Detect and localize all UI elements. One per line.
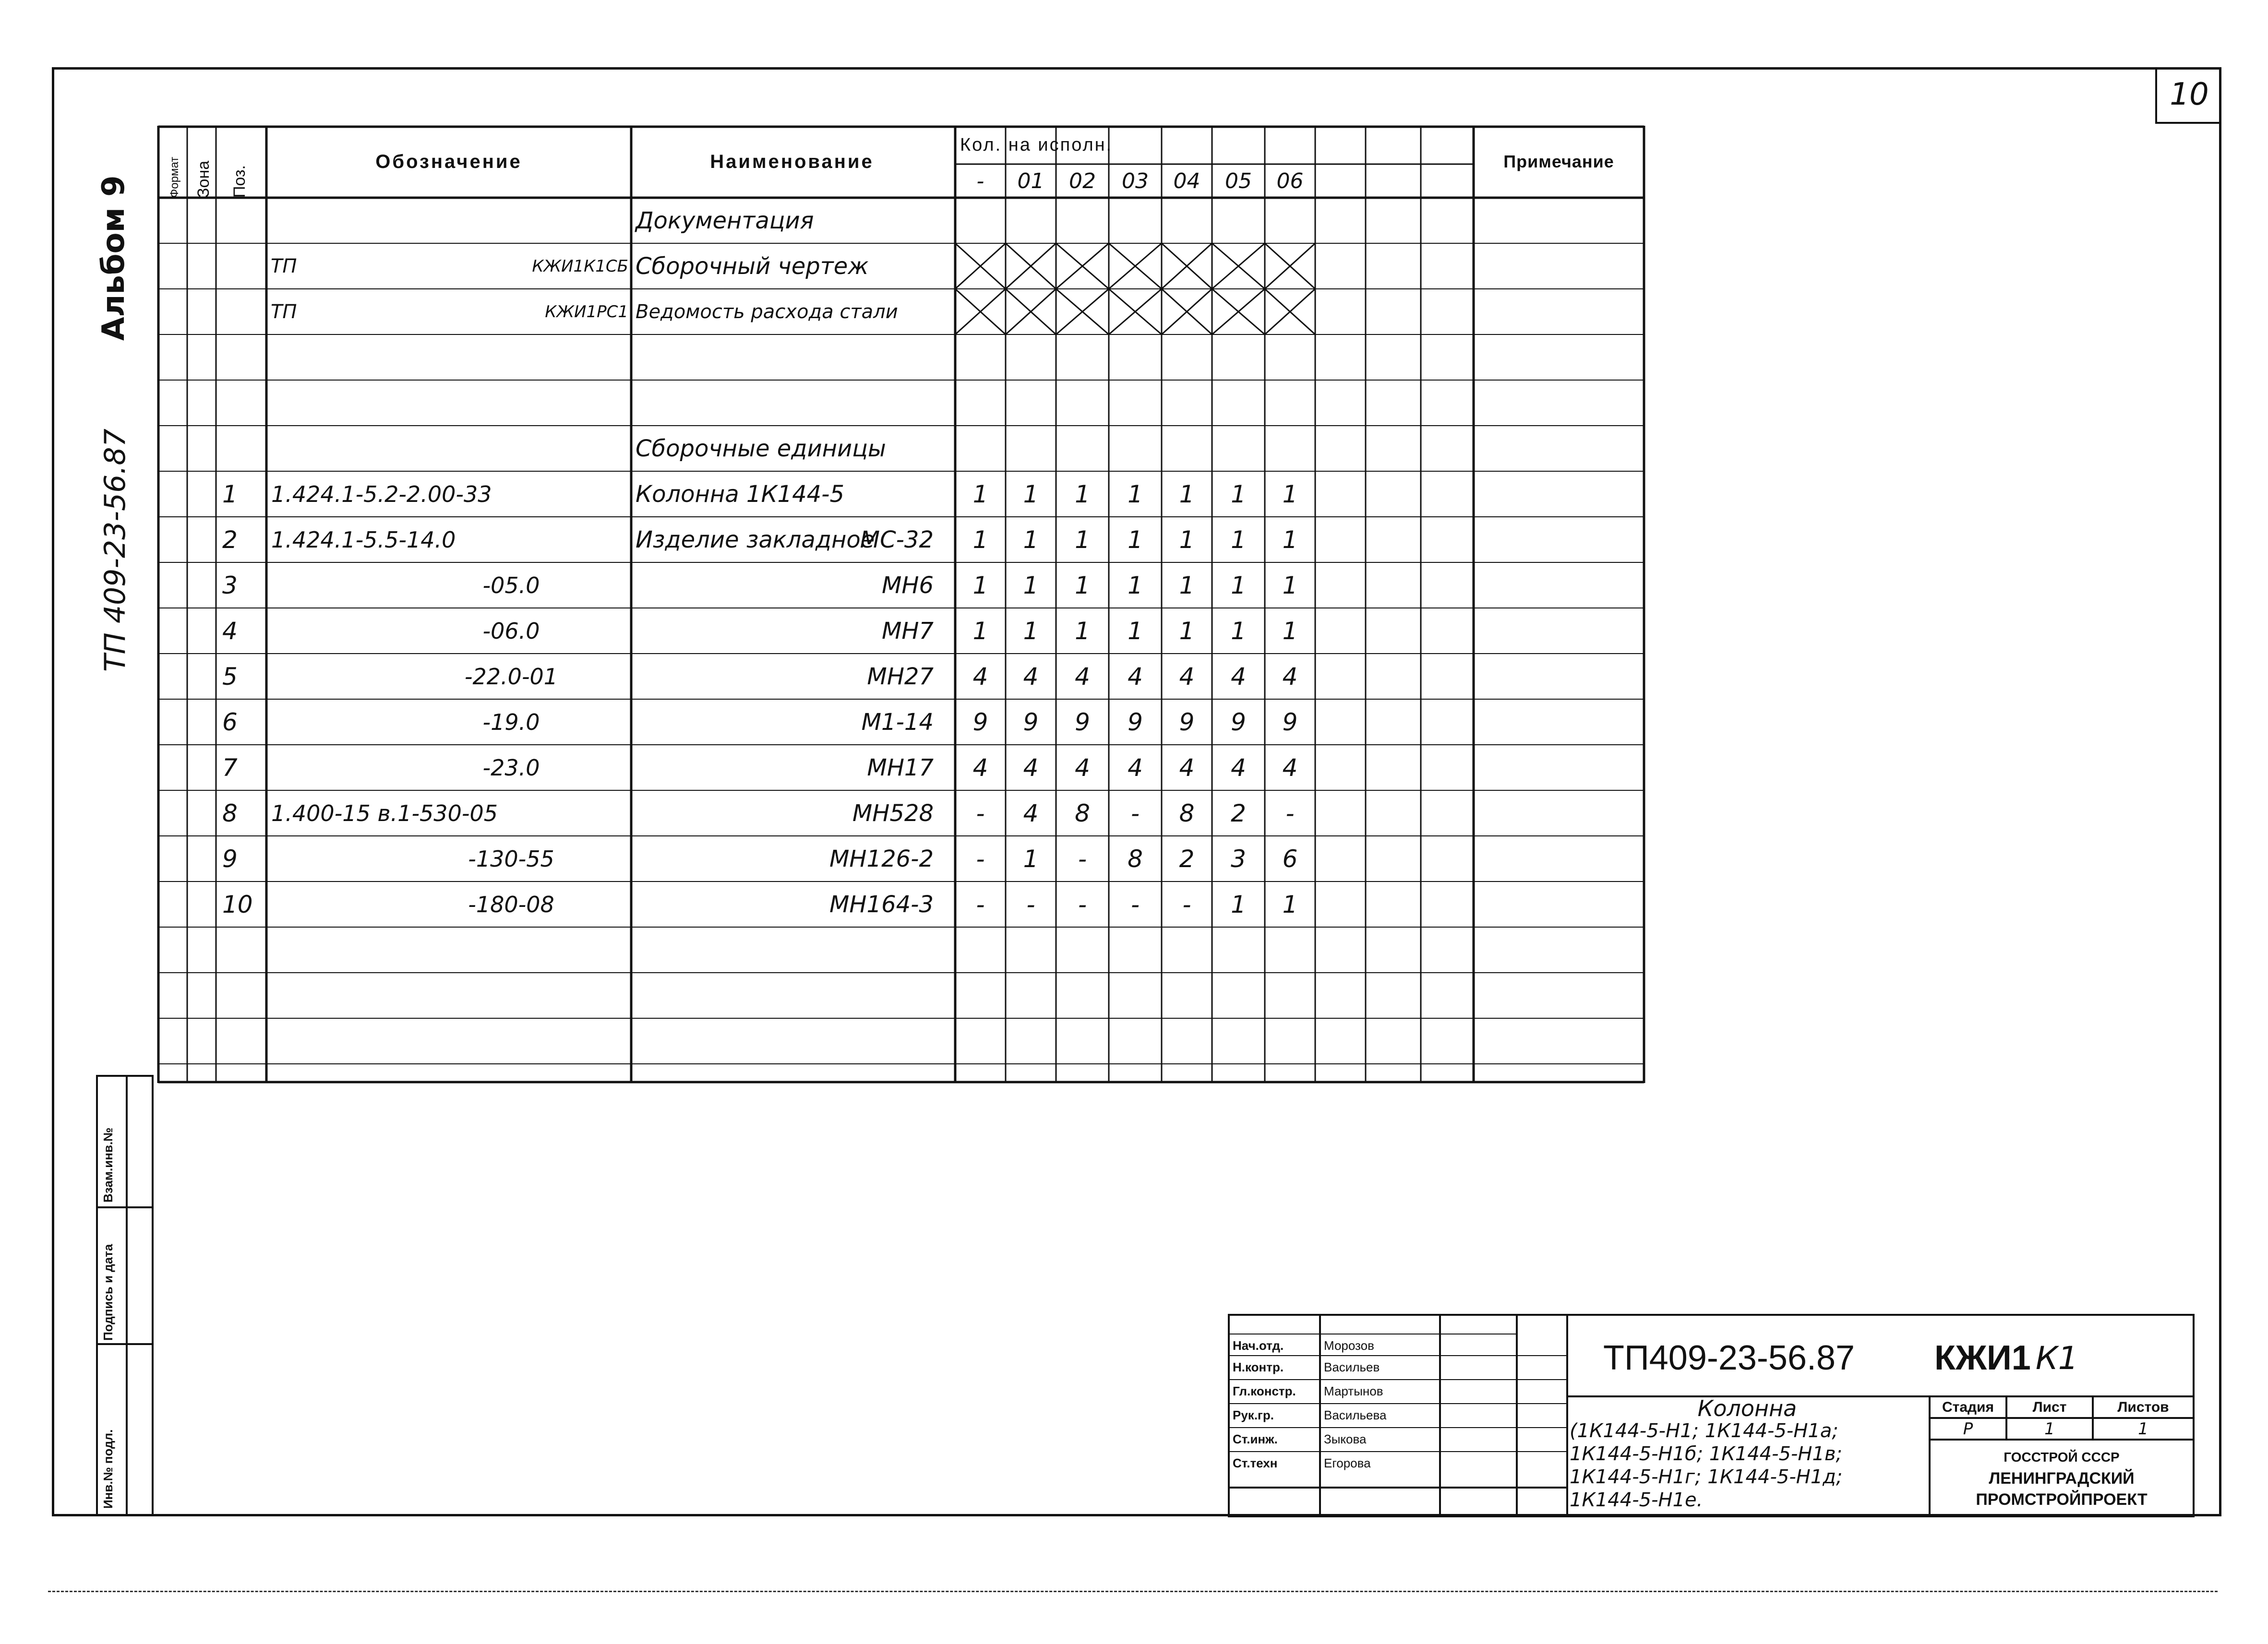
col-header-note: Примечание: [1503, 152, 1614, 171]
row-name-suffix: [830, 1018, 953, 1064]
row-pos: 2: [222, 525, 238, 554]
row-name: Сборочные единицы: [636, 435, 886, 462]
row-pos: 10: [222, 890, 253, 918]
row-qty: 8: [1179, 799, 1195, 827]
row-qty: -: [1130, 890, 1140, 918]
col-header-pos: Поз.: [230, 165, 249, 198]
organization: [1930, 1447, 2194, 1510]
item-desc-line: 1К144-5-Н1е.: [1570, 1489, 1703, 1511]
row-designation: [266, 927, 631, 973]
row-name-suffix: [830, 334, 953, 380]
album-label: Альбом 9: [96, 175, 132, 341]
row-name: [633, 380, 844, 426]
col-header-format: Формат: [168, 156, 181, 198]
row-qty: 1: [1128, 525, 1143, 554]
row-designation: [266, 380, 631, 426]
sheet-label: Лист: [2032, 1399, 2067, 1415]
row-pos: 6: [222, 708, 238, 736]
row-qty: 1: [1282, 890, 1298, 918]
row-qty: 9: [1075, 708, 1090, 736]
row-pos: [218, 927, 264, 973]
row-name: [633, 882, 844, 927]
row-designation: -06.0: [482, 618, 540, 644]
row-qty: 4: [1231, 662, 1246, 691]
sheet-value: 1: [2044, 1419, 2055, 1439]
side-stamp-replace-label: Взам.инв.№: [101, 1127, 115, 1203]
row-pos: 8: [222, 799, 238, 827]
qty-col-header: [1366, 164, 1421, 198]
row-qty: 1: [1231, 617, 1246, 645]
tb-role: Нач.отд.: [1233, 1338, 1284, 1353]
item-desc-line: 1К144-5-Н1г; 1К144-5-Н1д;: [1570, 1466, 1843, 1488]
row-qty: 1: [1282, 571, 1298, 599]
row-pos: [218, 426, 264, 471]
qty-col-header: 05: [1225, 168, 1252, 193]
row-qty: -: [976, 799, 985, 827]
row-name: [633, 699, 844, 745]
row-qty: 4: [1023, 799, 1039, 827]
row-qty: 1: [1023, 571, 1039, 599]
specification-table: [158, 126, 1644, 1083]
row-qty: 1: [1128, 571, 1143, 599]
row-pos: [218, 243, 264, 289]
row-qty: 1: [1179, 571, 1195, 599]
row-qty: 1: [1023, 845, 1039, 873]
row-qty: -: [1130, 799, 1140, 827]
row-qty: 8: [1128, 845, 1143, 873]
title-doc-mark: [1934, 1334, 2184, 1382]
org-line: ПРОМСТРОЙПРОЕКТ: [1976, 1490, 2148, 1509]
row-designation: -130-55: [468, 846, 554, 872]
row-designation: 1.424.1-5.5-14.0: [271, 526, 456, 553]
qty-col-header: 04: [1173, 168, 1200, 193]
row-qty: -: [1078, 845, 1087, 873]
row-pos: [218, 380, 264, 426]
stage-value: Р: [1963, 1419, 1973, 1439]
row-designation: [266, 426, 631, 471]
row-name: [633, 973, 844, 1018]
row-name-suffix: МС-32: [860, 526, 934, 553]
qty-col-header: [1421, 164, 1474, 198]
row-name: [633, 927, 844, 973]
col-header-qty-title: Кол. на исполн.: [960, 134, 1113, 155]
tb-person: Васильев: [1324, 1359, 1380, 1374]
row-name: [633, 334, 844, 380]
row-prefix: ТП: [271, 255, 297, 277]
row-qty: 1: [1128, 617, 1143, 645]
row-name: [633, 608, 844, 654]
row-qty: 2: [1179, 845, 1195, 873]
title-block: [1229, 1315, 2194, 1516]
row-pos: 7: [222, 753, 238, 782]
row-designation: -180-08: [468, 891, 554, 917]
row-qty: 9: [1128, 708, 1143, 736]
row-designation: -23.0: [482, 754, 540, 781]
row-qty: 1: [1179, 617, 1195, 645]
tb-role: Ст.техн: [1233, 1455, 1278, 1470]
org-line: ГОССТРОЙ СССР: [2004, 1450, 2120, 1465]
tb-person: Мартынов: [1324, 1383, 1383, 1398]
row-qty: 1: [1282, 617, 1298, 645]
row-qty: 1: [1075, 480, 1090, 508]
row-name: [633, 654, 844, 699]
row-qty: -: [1026, 890, 1035, 918]
row-name-suffix: МН528: [852, 799, 934, 827]
col-header-name: Наименование: [710, 151, 874, 172]
row-qty: 4: [1075, 662, 1090, 691]
row-name: Документация: [636, 207, 814, 234]
row-qty: 9: [1179, 708, 1195, 736]
row-qty: 4: [1231, 753, 1246, 782]
row-qty: 1: [1282, 480, 1298, 508]
row-name: Изделие закладное: [636, 526, 875, 553]
title-doc-mark-suffix: К1: [2035, 1339, 2078, 1377]
row-qty: 8: [1075, 799, 1090, 827]
row-qty: 4: [972, 662, 988, 691]
row-qty: 1: [972, 480, 988, 508]
sheets-label: Листов: [2117, 1399, 2169, 1415]
row-qty: 4: [1023, 662, 1039, 691]
row-qty: 1: [1075, 525, 1090, 554]
row-qty: -: [1182, 890, 1191, 918]
row-name-suffix: [830, 289, 953, 334]
row-name: Сборочный чертеж: [636, 252, 869, 280]
side-stamp: [96, 1075, 154, 1516]
sheet-number: 10: [2155, 67, 2221, 124]
title-item-desc: [1570, 1419, 1925, 1512]
row-pos: [218, 289, 264, 334]
row-name-suffix: М1-14: [861, 708, 934, 736]
row-name: [633, 1018, 844, 1064]
row-designation: 1.424.1-5.2-2.00-33: [271, 481, 492, 507]
row-designation: -05.0: [482, 572, 540, 598]
row-qty: -: [1078, 890, 1087, 918]
row-name-suffix: [830, 426, 953, 471]
qty-col-header: 02: [1069, 168, 1096, 193]
row-qty: 4: [1075, 753, 1090, 782]
row-qty: 1: [1075, 617, 1090, 645]
row-name-suffix: [830, 973, 953, 1018]
col-header-designation: Обозначение: [375, 151, 522, 172]
project-code-vertical: ТП 409-23-56.87: [98, 429, 132, 672]
row-designation: КЖИ1К1СБ: [532, 256, 628, 276]
row-qty: 1: [1179, 525, 1195, 554]
sheets-value: 1: [2138, 1419, 2148, 1439]
row-designation: [266, 334, 631, 380]
row-name-suffix: МН27: [867, 663, 934, 690]
row-name: Ведомость расхода стали: [636, 300, 898, 323]
row-qty: 4: [1128, 662, 1143, 691]
row-name-suffix: [830, 380, 953, 426]
row-name-suffix: [830, 471, 953, 517]
row-pos: 5: [222, 662, 238, 691]
row-qty: -: [1285, 799, 1295, 827]
row-qty: 1: [1023, 617, 1039, 645]
row-qty: 4: [1179, 662, 1195, 691]
row-qty: 4: [1128, 753, 1143, 782]
row-qty: 9: [1231, 708, 1246, 736]
row-qty: 4: [1179, 753, 1195, 782]
side-stamp-sign-label: Подпись и дата: [101, 1244, 115, 1341]
row-pos: [218, 1018, 264, 1064]
stage-label: Стадия: [1942, 1399, 1994, 1415]
item-desc-line: 1К144-5-Н1б; 1К144-5-Н1в;: [1570, 1443, 1842, 1465]
row-designation: [266, 973, 631, 1018]
title-item-name: Колонна: [1697, 1395, 1797, 1421]
row-designation: [266, 1018, 631, 1064]
row-designation: -22.0-01: [464, 663, 558, 690]
row-qty: 1: [972, 525, 988, 554]
row-name: Колонна 1К144-5: [636, 480, 845, 508]
qty-col-header: -: [976, 168, 984, 193]
row-designation: [266, 198, 631, 243]
title-doc-mark-code: КЖИ1: [1934, 1339, 2031, 1377]
cut-line: [48, 1591, 2218, 1592]
tb-role: Н.контр.: [1233, 1359, 1284, 1374]
row-name-suffix: МН17: [867, 754, 934, 781]
row-pos: 1: [222, 480, 238, 508]
row-qty: 4: [972, 753, 988, 782]
row-name-suffix: [830, 927, 953, 973]
qty-col-header: 06: [1276, 168, 1304, 193]
qty-col-header: 03: [1122, 168, 1149, 193]
row-name-suffix: [830, 243, 953, 289]
row-qty: 2: [1231, 799, 1246, 827]
row-qty: 4: [1282, 753, 1298, 782]
qty-col-header: [1315, 164, 1366, 198]
row-qty: 1: [1231, 525, 1246, 554]
row-pos: [218, 198, 264, 243]
tb-role: Ст.инж.: [1233, 1431, 1278, 1446]
row-qty: 9: [1023, 708, 1039, 736]
tb-person: Васильева: [1324, 1407, 1387, 1422]
row-qty: 1: [1023, 480, 1039, 508]
row-qty: 1: [1282, 525, 1298, 554]
row-qty: 1: [1231, 890, 1246, 918]
row-qty: 1: [1128, 480, 1143, 508]
row-pos: 4: [222, 617, 238, 645]
org-line: ЛЕНИНГРАДСКИЙ: [1989, 1469, 2135, 1488]
row-qty: 6: [1282, 845, 1298, 873]
row-name-suffix: МН164-3: [829, 891, 934, 918]
tb-person: Егорова: [1324, 1455, 1371, 1470]
row-qty: 1: [1023, 525, 1039, 554]
row-qty: 1: [1231, 480, 1246, 508]
row-pos: 3: [222, 571, 238, 599]
row-designation: КЖИ1РС1: [545, 302, 628, 322]
title-doc-code: ТП409-23-56.87: [1603, 1339, 1855, 1377]
row-qty: 1: [1075, 571, 1090, 599]
tb-person: Зыкова: [1324, 1431, 1367, 1446]
row-name-suffix: [830, 198, 953, 243]
item-desc-line: (1К144-5-Н1; 1К144-5-Н1а;: [1570, 1420, 1838, 1442]
row-name: [633, 745, 844, 790]
row-qty: 4: [1282, 662, 1298, 691]
row-name-suffix: МН7: [881, 617, 934, 644]
row-qty: 3: [1231, 845, 1246, 873]
row-pos: [218, 973, 264, 1018]
row-name: [633, 562, 844, 608]
row-name: [633, 836, 844, 882]
row-qty: -: [976, 890, 985, 918]
row-name: [633, 790, 844, 836]
row-qty: 1: [1179, 480, 1195, 508]
row-pos: [218, 334, 264, 380]
row-designation: -19.0: [482, 709, 540, 735]
row-qty: 9: [972, 708, 988, 736]
row-name-suffix: МН6: [881, 572, 934, 599]
tb-role: Рук.гр.: [1233, 1407, 1274, 1422]
row-pos: 9: [222, 845, 238, 873]
row-qty: 4: [1023, 753, 1039, 782]
side-stamp-inv-label: Инв.№ подл.: [101, 1429, 115, 1509]
tb-role: Гл.констр.: [1233, 1383, 1296, 1398]
qty-col-header: 01: [1017, 168, 1044, 193]
tb-person: Морозов: [1324, 1338, 1374, 1353]
col-header-zone: Зона: [194, 160, 213, 198]
row-prefix: ТП: [271, 300, 297, 323]
row-qty: 1: [972, 617, 988, 645]
row-name-suffix: МН126-2: [829, 845, 934, 872]
row-qty: 1: [1231, 571, 1246, 599]
row-qty: 9: [1282, 708, 1298, 736]
row-qty: 1: [972, 571, 988, 599]
row-qty: -: [976, 845, 985, 873]
row-designation: 1.400-15 в.1-530-05: [271, 800, 498, 826]
